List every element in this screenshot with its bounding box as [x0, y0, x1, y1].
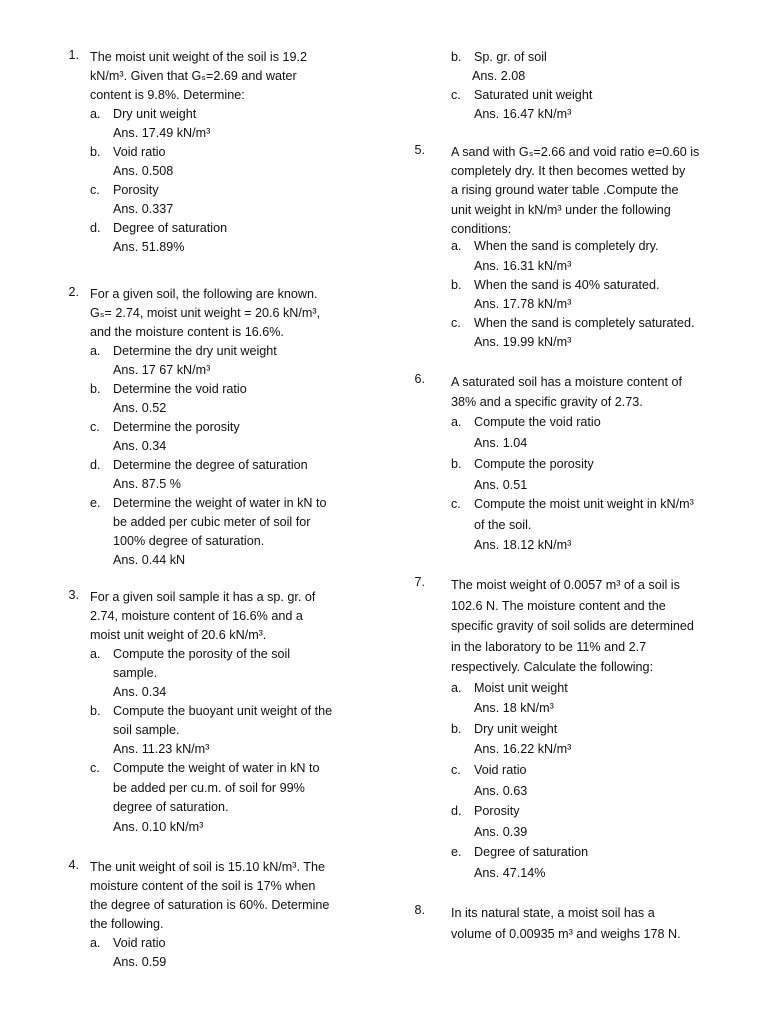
item-question: When the sand is 40% saturated.	[474, 278, 660, 292]
item-letter: a.	[90, 936, 101, 950]
item-answer: Ans. 47.14%	[474, 865, 546, 880]
item-answer: Ans. 2.08	[472, 69, 526, 83]
item-question: Dry unit weight	[474, 722, 558, 736]
statement-line: conditions:	[451, 221, 512, 236]
problem-number: 6.	[414, 372, 425, 386]
statement-line: In its natural state, a moist soil has a	[451, 906, 655, 920]
item-answer: Ans. 18.12 kN/m³	[474, 538, 572, 552]
item-letter: d.	[90, 221, 101, 235]
item-letter: e.	[90, 496, 101, 510]
item-letter: b.	[90, 382, 101, 396]
item-letter: b.	[451, 722, 462, 736]
statement-line: in the laboratory to be 11% and 2.7	[451, 639, 647, 654]
statement-line: moist unit weight of 20.6 kN/m³.	[90, 628, 267, 642]
item-answer: Ans. 1.04	[474, 435, 528, 450]
item-question: Determine the porosity	[113, 420, 240, 434]
statement-line: kN/m³. Given that Gₛ=2.69 and water	[90, 69, 297, 83]
item-letter: c.	[90, 761, 100, 775]
problem-number: 4.	[68, 858, 79, 872]
item-answer: Ans. 17 67 kN/m³	[113, 363, 211, 377]
item-answer: Ans. 18 kN/m³	[474, 701, 554, 715]
statement-line: The moist unit weight of the soil is 19.2	[90, 50, 308, 64]
item-letter: c.	[451, 88, 461, 102]
item-answer: Ans. 0.34	[113, 439, 167, 453]
item-question: be added per cubic meter of soil for	[113, 515, 311, 529]
item-answer: Ans. 0.44 kN	[113, 553, 186, 567]
item-answer: Ans. 87.5 %	[113, 477, 181, 491]
statement-line: 2.74, moisture content of 16.6% and a	[90, 609, 303, 623]
item-answer: Ans. 0.63	[474, 783, 528, 798]
statement-line: unit weight in kN/m³ under the following	[451, 202, 671, 217]
item-question: Determine the degree of saturation	[113, 458, 308, 472]
item-answer: Ans. 0.34	[113, 685, 167, 699]
item-answer: Ans. 16.31 kN/m³	[474, 258, 572, 273]
item-question: sample.	[113, 666, 158, 680]
problem-statement	[90, 48, 307, 105]
item-question: Compute the weight of water in kN to	[113, 761, 320, 775]
problem-statement	[90, 285, 320, 342]
item-letter: e.	[451, 845, 462, 859]
item-answer: Ans. 17.49 kN/m³	[113, 126, 211, 140]
item-letter: b.	[451, 457, 462, 471]
item-letter: b.	[90, 704, 101, 718]
item-question: degree of saturation.	[113, 800, 229, 814]
item-question: Compute the porosity of the soil	[113, 647, 291, 661]
problem-statement	[90, 858, 329, 934]
item-question: Sp. gr. of soil	[474, 50, 547, 64]
item-letter: a.	[90, 647, 101, 661]
item-question: Compute the porosity	[474, 457, 594, 471]
statement-line: The unit weight of soil is 15.10 kN/m³. The	[90, 860, 325, 874]
item-question: Void ratio	[474, 763, 527, 777]
item-answer: Ans. 0.51	[474, 477, 528, 492]
item-question: Moist unit weight	[474, 681, 568, 695]
problem-statement	[451, 903, 681, 944]
statement-line: A sand with Gₛ=2.66 and void ratio e=0.60 is	[451, 145, 700, 159]
item-answer: Ans. 11.23 kN/m³	[113, 742, 210, 756]
item-answer: Ans. 0.10 kN/m³	[113, 819, 204, 834]
item-letter: c.	[451, 497, 461, 511]
item-answer: Ans. 16.22 kN/m³	[474, 742, 572, 756]
item-question: When the sand is completely dry.	[474, 239, 659, 253]
item-letter: c.	[90, 420, 100, 434]
problem-number: 5.	[414, 143, 425, 157]
problem-number: 3.	[68, 588, 79, 602]
item-letter: b.	[451, 50, 462, 64]
item-letter: a.	[90, 107, 101, 121]
statement-line: 102.6 N. The moisture content and the	[451, 598, 666, 613]
statement-line: moisture content of the soil is 17% when	[90, 879, 316, 893]
item-question: Compute the buoyant unit weight of the	[113, 704, 333, 718]
item-answer: Ans. 0.39	[474, 824, 528, 839]
item-letter: d.	[90, 458, 101, 472]
statement-line: content is 9.8%. Determine:	[90, 88, 245, 102]
statement-line: Gₛ= 2.74, moist unit weight = 20.6 kN/m³,	[90, 306, 321, 320]
problem-statement	[451, 575, 694, 678]
item-question: 100% degree of saturation.	[113, 534, 265, 548]
item-letter: a.	[451, 415, 462, 429]
problem-statement	[90, 588, 315, 645]
problem-statement	[451, 143, 699, 239]
statement-line: The moist weight of 0.0057 m³ of a soil is	[451, 578, 680, 592]
item-answer: Ans. 0.337	[113, 202, 174, 216]
statement-line: A saturated soil has a moisture content of	[451, 375, 683, 389]
problem-statement	[451, 372, 682, 412]
item-question: Porosity	[113, 183, 159, 197]
problem-number: 8.	[414, 903, 425, 917]
item-letter: c.	[451, 763, 461, 777]
item-answer: Ans. 17.78 kN/m³	[474, 297, 572, 311]
item-letter: b.	[451, 278, 462, 292]
statement-line: the degree of saturation is 60%. Determine	[90, 898, 330, 912]
item-question: Degree of saturation	[113, 221, 228, 235]
item-answer: Ans. 0.59	[113, 955, 167, 969]
item-question: Determine the weight of water in kN to	[113, 496, 327, 510]
statement-line: a rising ground water table .Compute the	[451, 183, 679, 198]
item-question: When the sand is completely saturated.	[474, 316, 695, 330]
item-answer: Ans. 19.99 kN/m³	[474, 335, 572, 349]
statement-line: the following.	[90, 917, 164, 931]
item-letter: a.	[90, 344, 101, 358]
item-letter: d.	[451, 804, 462, 818]
statement-line: For a given soil, the following are known.	[90, 287, 318, 301]
item-question: Void ratio	[113, 145, 166, 159]
problem-number: 2.	[68, 285, 79, 299]
item-question: Degree of saturation	[474, 845, 589, 859]
item-answer: Ans. 51.89%	[113, 240, 185, 254]
item-letter: a.	[451, 239, 462, 253]
problem-number: 1.	[68, 48, 79, 62]
statement-line: and the moisture content is 16.6%.	[90, 325, 284, 339]
item-letter: a.	[451, 681, 462, 695]
item-question: soil sample.	[113, 723, 180, 737]
statement-line: 38% and a specific gravity of 2.73.	[451, 395, 643, 409]
item-question: Void ratio	[113, 936, 166, 950]
statement-line: completely dry. It then becomes wetted by	[451, 164, 686, 179]
statement-line: specific gravity of soil solids are determined	[451, 619, 694, 633]
item-question: be added per cu.m. of soil for 99%	[113, 780, 305, 795]
item-letter: c.	[90, 183, 100, 197]
item-question: Dry unit weight	[113, 107, 197, 121]
item-question: Compute the moist unit weight in kN/m³	[474, 497, 694, 511]
item-letter: b.	[90, 145, 101, 159]
problem-number: 7.	[414, 575, 425, 589]
item-letter: c.	[451, 316, 461, 330]
item-question: Compute the void ratio	[474, 415, 601, 429]
item-question: Porosity	[474, 804, 520, 818]
item-question: Determine the dry unit weight	[113, 344, 277, 358]
item-answer: Ans. 16.47 kN/m³	[474, 107, 572, 121]
item-question: Saturated unit weight	[474, 88, 593, 102]
item-answer: Ans. 0.52	[113, 401, 167, 415]
item-question: Determine the void ratio	[113, 382, 247, 396]
item-question: of the soil.	[474, 517, 532, 532]
statement-line: respectively. Calculate the following:	[451, 660, 654, 674]
item-answer: Ans. 0.508	[113, 164, 174, 178]
statement-line: volume of 0.00935 m³ and weighs 178 N.	[451, 926, 681, 941]
statement-line: For a given soil sample it has a sp. gr. of	[90, 590, 316, 604]
